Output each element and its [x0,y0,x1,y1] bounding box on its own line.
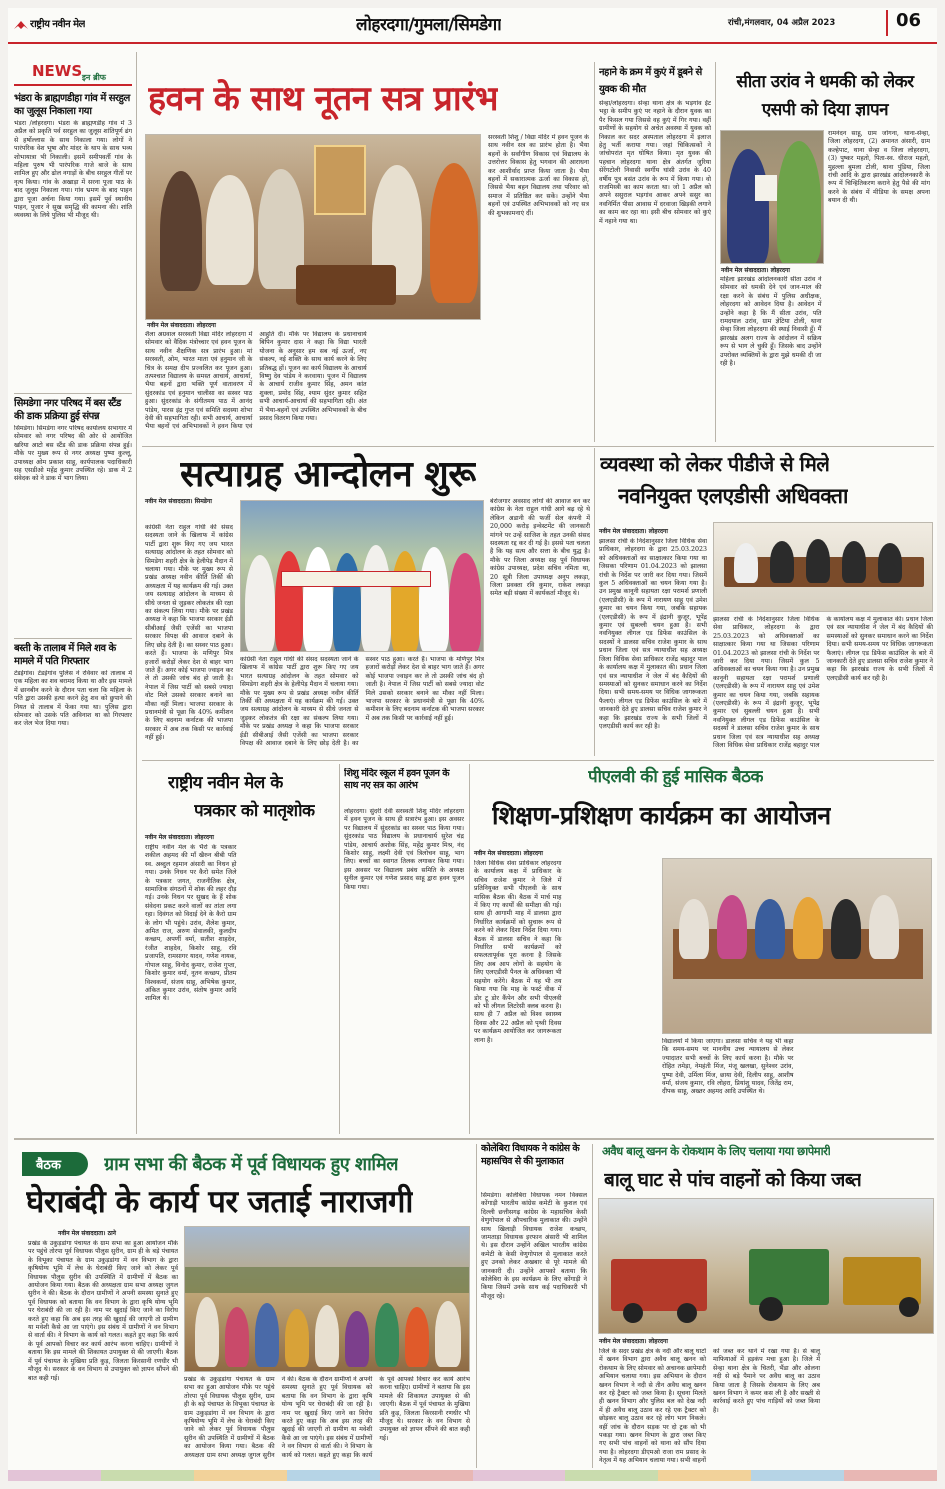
pld-headline-2: शिक्षण-प्रशिक्षण कार्यक्रम का आयोजन [492,801,831,830]
brief-item-title: सिमडेगा नगर परिषद में बस स्टैंड की डाक प्रक्रिया हुई संपन्न [14,398,121,422]
baithak-headline-1: ग्राम सभा की बैठक में पूर्व विधायक हुए शामिल [104,1154,398,1175]
column-rule [594,448,595,756]
news-brief-column [14,58,132,1134]
masthead-divider [886,10,888,36]
section-title: लोहरदगा/गुमला/सिमडेगा [356,15,502,35]
shishu-headline: शिशु मंदिर स्कूल में हवन पूजन के साथ नए सत्र का आरंभ [344,768,450,791]
kolebira-body: सिमडेगा। कोलेबिरा विधायक नमन विक्सल कोंगाड़ी भारतीय कांग्रेस कमेटी के कुशल एवं दिल्ली छत्तीसगढ़ कांग्रेस के महासचिव केसी वेणुगोपाल से औपचारिक मुलाकात की। उन्होंने साथ खिलाड़ी विधायक राजेश कच्छप, जामताड़ा विधायक इरफान अंसारी भी शामिल थे। इस दौरान उन्होंने अखिल भारतीय कांग्रेस कमेटी के केसी वेणुगोपाल से मुलाकात करते हुए उनको लेकर अखबार से पूरे मामले की जानकारी दी। उन्होंने आपको बताया कि कोलेबिरा के इस कार्यक्रम के लिए कोंगाड़ी ने किया जिसमें उनके साथ कई पदाधिकारी भी मौजूद रहे। [481,1192,587,1300]
patrakar-headline-2: पत्रकार को मातृशोक [194,801,315,821]
satyagrah-photo [240,500,484,652]
column-rule [339,764,340,1134]
section-rule [142,446,934,447]
havan-photo [145,134,481,320]
pdj-body-lower: झालसा रांची के निर्देशानुसार जिला विधिक सेवा प्राधिकार, लोहरदगा के द्वारा 25.03.2023 को अधिवक्ताओं का साक्षात्कार किया गया था जिसका परिणाम 01.04.2023 को झालसा रांची के निर्देश पर जारी कर दिया गया। जिसमें कुल 5 अधिवक्ताओं का चयन किया गया है। उन प्रमुख कानूनी सहायता रक्षा परामर्श प्रणाली (एलएडीसी) के रूप में नारायण साहू एवं उमेश कुमार का चयन किया गया, जबकि सहायक (एलएडीसी) के रूप में इंद्रानी कुजूर, भूपेंद्र कुमार एवं सुबल्ली चयन हुआ है। सभी नवनियुक्त लीगल एड डिफेंस काउंसिल के सदस्यों ने डालसा सचिव राजेश कुमार के साथ प्रधान जिला एवं सत्र न्यायाधीश सह अध्यक्ष जिला विधिक सेवा प्राधिकार राजेंद्र बहादुर पाल के कार्यालय कक्ष में मुलाकात की। प्रधान जिला एवं सत्र न्यायाधीश ने जेल में बंद कैदियों की समस्याओं को सुनकर समाधान करने का निर्देश दिया। सभी समय-समय पर विधिक जागरूकता फैलाएं। लीगल एड डिफेंस काउंसिल के बारे में जानकारी देते हुए डालसा सचिव राजेश कुमार ने कहा कि झारखंड राज्य के सभी जिलों में एलएडीसी कार्य कर रही है। [713,616,933,750]
column-rule [594,62,595,442]
baithak-label: बैठक [36,1158,61,1173]
kolebira-headline: कोलेबिरा विधायक ने कांग्रेस के महासचिव से की मुलाकात [481,1143,580,1167]
patrakar-headline-1: राष्ट्रीय नवीन मेल के [168,773,283,793]
column-rule [476,1144,477,1468]
color-registration-strip [8,1470,937,1481]
pld-body: जिला विधिक सेवा प्राधिकार लोहरदगा के कार्यालय कक्ष में प्राधिकार के सचिव राजेश कुमार ने जिले में प्रतिनियुक्त सभी पीएलवी के साथ मासिक बैठक की। बैठक में मार्च माह में किए गए कार्यों की समीक्षा की गई। साथ ही आगामी माह में डालसा द्वारा निर्धारित कार्यक्रमों को सुचारू रूप से करने को लेकर दिशा निर्देश दिया गया। बैठक में डालसा सचिव ने कहा कि निर्धारित सभी कार्यक्रमों को सफलतापूर्वक पूरा करना है जिसके लिए अब आप लोगों के सहयोग के लिए एलएडीसी पैनल के अधिवक्ता भी सहयोग करेंगे। बैठक में यह भी तय किया गया कि माह के फर्स्ट वीक में डोर टू डोर कैंपेन और सभी पीएलवी को भी लीगल लिटरेसी क्लब करना है। साथ ही 7 अप्रैल को विश्व स्वास्थ्य दिवस और 22 अप्रैल को पृथ्वी दिवस पर कार्यक्रम आयोजित कर जागरूकता लाना है। [474,860,562,1044]
section-rule [14,1138,934,1140]
brief-divider [14,638,132,639]
news-brief-header [14,58,132,92]
satyagrah-body: कांग्रेसी नेता राहुल गांधी की संसद सदस्यता जाने के खिलाफ में कांग्रेस पार्टी द्वारा शुरू किए गए जय भारत सत्याग्रह आंदोलन के तहत सोमवार को सिमडेगा शहरी क्षेत्र के हेलीपेड़ मैदान में चलाया गया। मौके पर मुख्य रूप से प्रखंड अध्यक्ष नवीन कीर्ति तिर्की की अध्यक्षता में यह कार्यक्रम की गई। उक्त जय सत्याग्रह आंदोलन के माध्यम से सीधे जनता से जुड़कर लोकतंत्र की रक्षा का संकल्प लिया गया। मौके पर प्रखंड अध्यक्ष ने कहा कि भाजपा सरकार ईडी सीबीआई जैसी एजेंसी का भाजपा सरकार विपक्ष की आवाज दबाने के लिए छोड़ देती है। का सस्वर पाठ हुआ। करते हैं। भाजपा के मणिपुर मित्र हजारों करोड़ों लेकर देश से बाहर भाग जाते हैं। अगर कोई भाजपा ज्वाइन कर ले तो उसकी जांच बंद हो जाती है। नेपाल में जिस पार्टी को सबसे ज्यादा वोट मिले उसको सरकार बनाने का मौका नहीं मिला। भाजपा सरकार के प्रधानमंत्री से पूछा कि 40% कमीशन के लिए बदनाम कर्नाटक की भाजपा सरकार में अब तक किसी पर कार्रवाई नहीं हुई। [145,524,233,742]
baithak-photo [184,1226,470,1372]
havan-body: शैला अग्रवाल सरस्वती विद्या मंदिर लोहरदगा में सोमवार को वैदिक मंत्रोच्चार एवं हवन पूजन के साथ नवीन शैक्षणिक सत्र प्रारंभ हुआ। मां सरस्वती, ओम, भारत माता एवं हनुमान जी के चित्र के समक्ष दीप प्रज्वलित कर पूजन हुआ। तत्पश्चात विद्यालय के समस्त आचार्य, आचार्या, भैया बहनों द्वारा भक्ति पूर्ण वातावरण में सुंदरकांड एवं हनुमान चालीसा का सस्वर पाठ हुआ। सुंदरकांड के संगीतमय पाठ में आनंद पांडेय, पारस इंद्र गुप्त एवं समिति सदस्या शोभा देवी की सहभागिता रही। सभी आचार्य, आचार्या भैया बहनों एवं अभिभावकों ने हवन किया एवं आहुति दी। मौके पर विद्यालय के प्रधानाचार्य बिपिन कुमार दास ने कहा कि विद्या भारती योजना के अनुसार हम सब नई ऊर्जा, नए संकल्प, नई शक्ति के साथ कार्य करने के लिए प्रतिबद्ध हों। पूजन का कार्य विद्यालय के आचार्य विष्णु देव पांडेय ने करवाया। पूजन में विद्यालय के आचार्य राजीव कुमार सिंह, अमन कांत शुक्ला, प्रमोद सिंह, श्याम सुंदर कुमार सहित सभी आचार्य-आचार्या की सहभागिता रही। अंत में भैया-बहनों एवं उपस्थित अभिभावकों के बीच प्रसाद वितरण किया गया। [145,331,367,431]
paper-name: राष्ट्रीय नवीन मेल [30,19,85,30]
brief-item-body: भंडरा /लोहरदगा। भंडरा के ब्राह्मणडीह गांव में 3 अप्रैल को प्रकृति पर्व सरहुल का जुलूस शांतिपूर्ण ढंग से हर्षोल्लास के साथ निकाला गया। लोगों ने पारंपरिक वेश भूषा और मांदर के थाप के साथ भव्य शोभायात्रा भी निकाली। इसमें समीपवर्ती गांव के महिला पुरुष भी पारंपरिक गाजे बाजे के साथ शामिल हुए और ढोल नगाड़ों के बीच सरहुल गीतों पर नृत्य किया। गांव के अखाड़ा में सरना पूजा पाठ के बाद जुलूस निकाला गया। गांव भ्रमण के बाद पाहन द्वारा पूजा अर्चना किया गया। इसमें पूर्व स्थानीय पाहन, पुजार ने सुख समृद्धि की कामना की। शांति व्यवस्था के लिये पुलिस भी मौजूद थी। [14,120,132,220]
column-rule [592,1144,593,1468]
newspaper-page [8,8,937,1481]
kuan-body: सेन्हा/लोहरदगा। सेन्हा थाना क्षेत्र के भड़गांव ईंट भट्ठा के समीप कुएं पर नहाने के दौरान युवक का पैर फिसल गया जिससे वह कुएं में गिर गया। वहीं ग्रामीणों के सहयोग से अचेत अवस्था में युवक को निकाल कर सदर अस्पताल लोहरदगा में इलाज हेतु भर्ती कराया गया। जहां चिकित्सकों ने जांचोपरांत मृत घोषित किया। मृत युवक की पहचान लोहरदगा थाना क्षेत्र अंतर्गत जुरिया सेरेंगटोली निवासी स्वर्गीय घांसी उरांव के 40 वर्षीय पुत्र बसंत उरांव के रूप में किया गया। वो राजमिस्त्री का काम करता था। जो 1 अप्रैल को अपने ससुराल भड़गांव आकर अपने ससुर का नवनिर्मित पीसा आवास में दरवाजा खिड़की लगाने का काम कर रहा था। इसी बीच सोमवार को कुएं में नहाने गया था। [599,100,711,225]
shishu-body: लोहरदगा। सुंदरी देवी सरस्वती शिशु मंदिर लोहरदगा में हवन पूजन के साथ ही सत्रारंभ हुआ। इस अवसर पर विद्यालय में सुंदरकांड का सस्वर पाठ किया गया। सुंदरकांड पाठ विद्यालय के प्रधानाचार्य सुरेश चंद्र पांडेय, आचार्य अशोक सिंह, महेंद्र कुमार मिश्र, नंद किशोर साहू, लक्ष्मी देवी एवं त्रिलोचन साहू, भाग लिए। बच्चों का स्वागत तिलक लगाकर किया गया। इस अवसर पर विद्यालय प्रबंध समिति के अध्यक्ष सुनील कुमार एवं गणेश प्रसाद साहू द्वारा हवन पूजन किया गया। [344,808,464,891]
balughat-headline-1: अवैध बालू खनन के रोकथाम के लिए चलाया गया छापेमारी [602,1144,831,1158]
column-rule [469,764,470,1134]
brief-item-body: टेंडईगांव। टेंडईगांव पुलिस ने रविवार को तालाब में एक महिला का शव बरामद किया था और इस मामले में छानबीन करने के दौरान पता चला कि महिला के पति द्वारा उसकी हत्या करने हेतु शव को छुपाने की नियत से तालाब में फेंका गया था। पुलिस द्वारा सोमवार को उसके पति अविनाश था को गिरफ्तार कर जेल भेज दिया गया। [14,670,132,728]
column-rule [715,62,716,442]
patrakar-byline: नवीन मेल संवाददाता। लोहरदगा [145,834,214,841]
havan-caption: नवीन मेल संवाददाता। लोहरदगा [147,322,216,329]
patrakar-body: राष्ट्रीय नवीन मेल के भैरो के पत्रकार शकील अहमद की माँ खैरुन बीबी पति स्व. अब्दुल रहमान अंसारी का निधन हो गया। उनके निधन पर कैरो समेत जिले के पत्रकार जगत, राजनीतिक क्षेत्र, सामाजिक संगठनों में शोक की लहर दौड़ गई। उनके निधन पर सुखद के हैं शोक संवेदना प्रकट करने वालों का तांता लगा रहा। दिवंगत को विदाई देने के कैरो ग्राम के लोग भी पहुंचे। उरांव, शैलेश कुमार, अमित राज, अरुण सेवालकी, कुलदीप कच्छप, अपर्णी वर्मा, सतीश शाहदेव, रंजीत शाहदेव, किशोर साहू, रवि प्रजापति, रामसागर यादव, गणेश नायक, गोपाल साहू, विनोद कुमार, राजेश गुप्ता, किशोर कुमार वर्मा, नूतन कच्छप, प्रीतम विश्वकर्मा, संजय साहू, अभिषेक कुमार, अंकित कुमार उरांव, संतोष कुमार आदि शामिल थे। [145,844,237,1003]
balughat-headline-2: बालू घाट से पांच वाहनों को किया जब्त [604,1169,862,1191]
satyagrah-side-body: बेरोजगार अवसाद लोगों की आवाज बन कर कांग्रेस के नेता राहुल गांधी आगे बढ़ रहे थे लेकिन अडानी की फर्जी सेल कंपनी में 20,000 करोड़ इन्वेस्टमेंट की जानकारी मांगने पर उन्हें साजिश के तहत उनकी संसद सदस्यता रद्द कर दी गई है। इससे पता चलता है कि यह सत्य और सत्ता के बीच युद्ध है। मौके पर जिला अध्यक्ष सह पूर्व विधायक कांग्रेस उपाध्यक्ष, प्रदेश सचिव नमिता था, 20 सूत्री जिला उपाध्यक्ष अनूप लकड़ा, जिला प्रवक्ता रवि कुमार, राकेश लकड़ा समेत बड़ी संख्या में कार्यकर्ता मौजूद थे। [490,498,590,598]
masthead [8,8,937,44]
sita-headline: सीता उरांव ने धमकी को लेकर एसपी को दिया ज्ञापन [736,72,914,120]
publication-date: रांची,मंगलवार, 04 अप्रैल 2023 [728,18,836,28]
havan-side-body: सरस्वती शिशु / विद्या मंदिर में हवन पूजन के साथ नवीन सत्र का प्रारंभ होता है। भैया बहनों के सर्वांगीण विकास एवं विद्यालय के उत्तरोत्तर विकास हेतु भगवान की आराधना कर आशीर्वाद प्राप्त किया जाता है। भैया बहनों में सकारात्मक ऊर्जा का विकास हो, जिससे भैया बहन विद्यालय तथा परिवार को समाज में प्रतिष्ठित कर सकें। उन्होंने भैया बहनों एवं उपस्थित अभिभावकों को नए सत्र की शुभकामनाएं दीं। [488,134,589,217]
pld-byline: नवीन मेल संवाददाता। लोहरदगा [474,850,543,857]
pld-headline-1: पीएलवी की हुई मासिक बैठक [588,767,764,787]
balughat-photo [598,1198,934,1334]
baithak-byline: नवीन मेल संवाददाता। ठाने [58,1230,116,1237]
brief-item-body: सिमडेगा। सिमडेगा नगर परिषद कार्यालय सभागार में सोमवार को नगर परिषद की ओर से आयोजित खरिया आटो बस स्टैंड की डाक प्रक्रिया संपन्न हुई। मौके पर मुख्य रूप से नगर अध्यक्ष पुष्पा कुल्लू, उपाध्यक्ष ओम प्रकाश साहू, कार्यपालक पदाधिकारी सह एसडीओ महेंद्र कुमार उपस्थित रहे। डाक में 2 संवेदक को ने डाक में भाग लिया। [14,425,132,483]
sita-caption: नवीन मेल संवाददाता। लोहरदगा [721,267,790,274]
page-number: 06 [896,10,922,31]
section-rule [142,760,934,761]
brief-item-title: भंडरा के ब्राह्मणडीहा गांव में सरहुल का जुलूस निकाला गया [14,93,130,117]
column-rule [136,52,137,1134]
satyagrah-byline: नवीन मेल संवाददाता। सिमडेगा [145,498,212,505]
satyagrah-headline: सत्याग्रह आन्दोलन शुरू [180,454,476,495]
news-brief-label: NEWS [32,62,83,80]
balughat-body: जिले के सदर प्रखंड क्षेत्र के नदी और बालू घाटों में खनन विभाग द्वारा अवैध बालू खनन को रोकथाम के लिए सोमवार को अचानक छापेमारी अभियान चलाया गया। इस अभियान के दौरान खनन विभाग ने नदी से तीन अवैध बालू खनन कर रहे ट्रैक्टर को जब्त किया है। सूचना मिलते ही खनन विभाग और पुलिस बल को देख नदी में ही अवैध बालू उठाव कर रहे एक ट्रैक्टर को छोड़कर बालू उठाव कर रहे लोग भाग निकले। वहीं जांच के दौरान सड़क पर दो ट्रक को भी पकड़ा गया। खनन विभाग के द्वारा जब्त किए गए सभी पांच वाहनों को थाना को सौंप दिया गया है। लोहरदगा डीएमओ राजा राम प्रसाद के नेतृत्व में यह अभियान चलाया गया। सभी वाहनों को जब्त कर थाने में रखा गया है। से बालू माफियाओं में हड़कंप मचा हुआ है। जिले में सेन्हा थाना क्षेत्र के चितरी, भैंडा और ओलना नदी से बड़े पैमाने पर अवैध बालू का उठाव किया जाता है जिसके रोकथाम के लिए अब खनन विभाग ने कमर कस ली है और सख्ती से कार्रवाई करते हुए पांच गाड़ियों को जब्त किया है। [599,1348,820,1465]
kuan-headline: नहाने के क्रम में कुएं में डूबने से युवक की मौत [599,67,702,95]
brief-item [14,397,132,635]
baithak-label-tag [22,1152,88,1176]
sita-body: महिला झारखंड आंदोलनकारी सीता उरांव ने सोमवार को धमकी देने एवं जान-माल की रक्षा करने के संबंध में पुलिस अधीक्षक, लोहरदगा को आवेदन दिया है। आवेदन में उन्होंने कहा है कि मैं सीता उरांव, पति रामदयाल उरांव, ग्राम ज्ञेटिया टोली, थाना सेन्हा जिला लोहरदगा की स्थाई निवासी हूँ। मैं झारखंड अलग राज्य के आंदोलन में सक्रिय रूप से भाग ले चुकी हूँ। जिसके बाद उन्होंने उपरोक्त व्यक्तियों के द्वारा मुझे धमकी दी जा रही है। [720,276,822,368]
baithak-headline-2: घेराबंदी के कार्य पर जताई नाराजगी [26,1184,413,1220]
baithak-body-lower: प्रखंड के उकुड़डांगा पंचायत के ग्राम सभा का हुआ आयोजन मौके पर पहुंचे तोरपा पूर्व विधायक पौलुस सुरीन, ग्राम ही के बड़े पंचायत के विभूका पंचायत के ग्राम उकुड़डांगा में वन विभाग के द्वारा कृषियोग्य भूमि में लेच के घेराबंदी किए जाने को लेकर पूर्व विधायक पौलुस सुरीन की उपस्थिति में ग्रामीणों में बैठक का आयोजन किया गया। बैठक की अध्यक्षता ग्राम सभा अध्यक्ष जुगल सुरीन ने की। बैठक के दौरान ग्रामीणों ने अपनी समस्या सुनाते हुए पूर्व विधायक को बताया कि वन विभाग के द्वारा कृषि योग्य भूमि पर घेराबंदी की जा रही है। नाम पर खुदाई किए जाने का विरोध करते हुए कहा कि अब इस तरह की खुदाई की जाएगी तो ग्रामीण या मवेशी कैसे आ जा पाएंगे। इस संबंध में ग्रामीणों ने वन विभाग से वार्ता की। ने विभाग के कार्य को गलत। कहते हुए कहा कि कार्य के पूर्व आपको विचार कर कार्य आरंभ करना चाहिए। ग्रामीणों ने बताया कि इस मामले की शिकायत उपायुक्त से की जाएगी। बैठक में पूर्व पंचायत के मुखिया प्रति कुड़, जिलता किरसानी रणधीर भी मौजूद थे। सरकार के वन विभाग से उपायुक्त को ज्ञापन सौंपने की बात कही गई। [184,1376,470,1459]
paper-logo-icon [14,15,28,25]
sita-body-right: रामनंदन साहू, ग्राम जोगना, थाना-सेन्हा, जिला लोहरदगा, (2) अमानत अंसारी, ग्राम कल्हेपाट, थाना सेन्हा व जिला लोहरदगा, (3) पुष्कर महतो, पिता-स्व. धीराज महतो, मुहल्ला बुमला टोली, थाना पुंडिया, जिला रांची आदि के द्वारा झारखंड आंदोलनकारी के रूप में चिन्हितिकरण कराने हेतु पैसे की मांग करने के संबंध में मीडिया के समक्ष अपना बयान दी थी। [828,130,930,205]
news-brief-sublabel: इन ब्रीफ [82,73,106,82]
balughat-byline: नवीन मेल संवाददाता। लोहरदगा [599,1338,668,1345]
sita-photo [720,130,824,264]
pdj-headline-2: नवनियुक्त एलएडीसी अधिवक्ता [618,484,848,508]
pdj-byline: नवीन मेल संवाददाता। लोहरदगा [599,528,668,535]
baithak-body: प्रखंड के उकुड़डांगा पंचायत के ग्राम सभा का हुआ आयोजन मौके पर पहुंचे तोरपा पूर्व विधायक पौलुस सुरीन, ग्राम ही के बड़े पंचायत के विभूका पंचायत के ग्राम उकुड़डांगा में वन विभाग के द्वारा कृषियोग्य भूमि में लेच के घेराबंदी किए जाने को लेकर पूर्व विधायक पौलुस सुरीन की उपस्थिति में ग्रामीणों में बैठक का आयोजन किया गया। बैठक की अध्यक्षता ग्राम सभा अध्यक्ष जुगल सुरीन ने की। बैठक के दौरान ग्रामीणों ने अपनी समस्या सुनाते हुए पूर्व विधायक को बताया कि वन विभाग के द्वारा कृषि योग्य भूमि पर घेराबंदी की जा रही है। नाम पर खुदाई किए जाने का विरोध करते हुए कहा कि अब इस तरह की खुदाई की जाएगी तो ग्रामीण या मवेशी कैसे आ जा पाएंगे। इस संबंध में ग्रामीणों ने वन विभाग से वार्ता की। ने विभाग के कार्य को गलत। कहते हुए कहा कि कार्य के पूर्व आपको विचार कर कार्य आरंभ करना चाहिए। ग्रामीणों ने बताया कि इस मामले की शिकायत उपायुक्त से की जाएगी। बैठक में पूर्व पंचायत के मुखिया प्रति कुड़, जिलता किरसानी रणधीर भी मौजूद थे। सरकार के वन विभाग से उपायुक्त को ज्ञापन सौंपने की बात कही गई। [28,1240,178,1382]
satyagrah-body-lower: कांग्रेसी नेता राहुल गांधी की संसद सदस्यता जाने के खिलाफ में कांग्रेस पार्टी द्वारा शुरू किए गए जय भारत सत्याग्रह आंदोलन के तहत सोमवार को सिमडेगा शहरी क्षेत्र के हेलीपेड़ मैदान में चलाया गया। मौके पर मुख्य रूप से प्रखंड अध्यक्ष नवीन कीर्ति तिर्की की अध्यक्षता में यह कार्यक्रम की गई। उक्त जय सत्याग्रह आंदोलन के माध्यम से सीधे जनता से जुड़कर लोकतंत्र की रक्षा का संकल्प लिया गया। मौके पर प्रखंड अध्यक्ष ने कहा कि भाजपा सरकार ईडी सीबीआई जैसी एजेंसी का भाजपा सरकार विपक्ष की आवाज दबाने के लिए छोड़ देती है। का सस्वर पाठ हुआ। करते हैं। भाजपा के मणिपुर मित्र हजारों करोड़ों लेकर देश से बाहर भाग जाते हैं। अगर कोई भाजपा ज्वाइन कर ले तो उसकी जांच बंद हो जाती है। नेपाल में जिस पार्टी को सबसे ज्यादा वोट मिले उसको सरकार बनाने का मौका नहीं मिला। भाजपा सरकार के प्रधानमंत्री से पूछा कि 40% कमीशन के लिए बदनाम कर्नाटक की भाजपा सरकार में अब तक किसी पर कार्रवाई नहीं हुई। [240,656,484,748]
brief-divider [14,393,132,394]
pdj-headline-1: व्यवस्था को लेकर पीडीजे से मिले [600,452,830,476]
havan-headline: हवन के साथ नूतन सत्र प्रारंभ [148,79,498,119]
pld-photo [662,858,932,1034]
pdj-body: झालसा रांची के निर्देशानुसार जिला विधिक सेवा प्राधिकार, लोहरदगा के द्वारा 25.03.2023 को अधिवक्ताओं का साक्षात्कार किया गया था जिसका परिणाम 01.04.2023 को झालसा रांची के निर्देश पर जारी कर दिया गया। जिसमें कुल 5 अधिवक्ताओं का चयन किया गया है। उन प्रमुख कानूनी सहायता रक्षा परामर्श प्रणाली (एलएडीसी) के रूप में नारायण साहू एवं उमेश कुमार का चयन किया गया, जबकि सहायक (एलएडीसी) के रूप में इंद्रानी कुजूर, भूपेंद्र कुमार एवं सुबल्ली चयन हुआ है। सभी नवनियुक्त लीगल एड डिफेंस काउंसिल के सदस्यों ने डालसा सचिव राजेश कुमार के साथ प्रधान जिला एवं सत्र न्यायाधीश सह अध्यक्ष जिला विधिक सेवा प्राधिकार राजेंद्र बहादुर पाल के कार्यालय कक्ष में मुलाकात की। प्रधान जिला एवं सत्र न्यायाधीश ने जेल में बंद कैदियों की समस्याओं को सुनकर समाधान करने का निर्देश दिया। सभी समय-समय पर विधिक जागरूकता फैलाएं। लीगल एड डिफेंस काउंसिल के बारे में जानकारी देते हुए डालसा सचिव राजेश कुमार ने कहा कि झारखंड राज्य के सभी जिलों में एलएडीसी कार्य कर रही है। [599,538,707,730]
brief-item [14,92,132,390]
pdj-photo [713,522,933,612]
brief-item [14,642,132,1040]
pld-body-right: विद्यालयों में किया जाएगा। डालसा सचिव ने यह भी कहा कि समय-समय पर माननीय उच्च न्यायालय से लेकर ज्यादातर सभी बच्चों के लिए कार्य करना है। मौके पर रोहित तमेड़ा, नेमहंती मिंज, मंजू खलखा, सुनेश्वर उरांव, पुष्पा देवी, उर्मिला मिंज, छाया देवी, दिलीप साहू, आशीष वर्मा, संजय कुमार, रवि लोहरा, प्रियांशु यादव, जितेंद्र राम, दीपक साहू, अख्तर अहमद आदि उपस्थित थे। [662,1038,794,1096]
brief-item-title: बस्ती के तालाब में मिले शव के मामले में पति गिरफ्तार [14,643,116,667]
